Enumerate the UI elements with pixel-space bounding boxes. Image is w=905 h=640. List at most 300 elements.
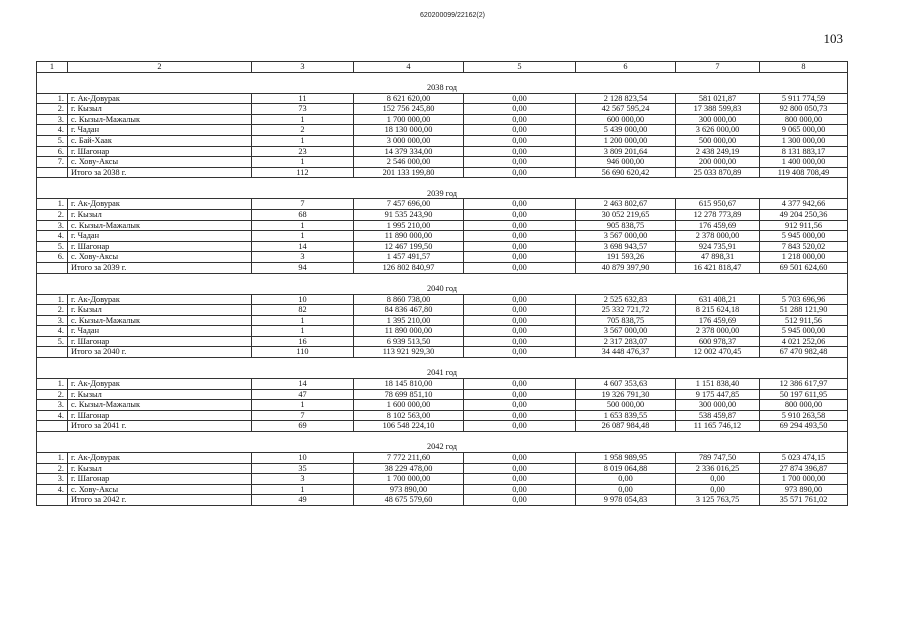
amount-cell: 3 626 000,00	[676, 125, 760, 136]
table-row	[37, 400, 848, 411]
settlement-name: г. Ак-Довурак	[68, 294, 252, 305]
total-value: 11 165 746,12	[676, 421, 760, 432]
amount-cell: 7 843 520,02	[760, 241, 848, 252]
amount-cell: 905 838,75	[576, 220, 676, 231]
column-number-header-row	[37, 62, 848, 73]
header-cell: 2	[68, 62, 252, 73]
amount-cell: 6 939 513,50	[354, 336, 464, 347]
spacer-cell	[37, 432, 848, 443]
amount-cell: 0,00	[464, 336, 576, 347]
row-number: 7.	[37, 157, 68, 168]
total-value: 110	[252, 347, 354, 358]
year-heading: 2040 год	[37, 284, 848, 295]
table-row	[37, 305, 848, 316]
row-number: 4.	[37, 231, 68, 242]
total-value: 0,00	[464, 495, 576, 506]
year-heading-row	[37, 284, 848, 295]
row-number: 4.	[37, 125, 68, 136]
amount-cell: 9 175 447,85	[676, 389, 760, 400]
amount-cell: 5 703 696,96	[760, 294, 848, 305]
table-row	[37, 389, 848, 400]
row-number: 3.	[37, 474, 68, 485]
settlement-name: с. Кызыл-Мажалык	[68, 315, 252, 326]
amount-cell: 973 890,00	[760, 484, 848, 495]
header-cell: 4	[354, 62, 464, 73]
amount-cell: 0,00	[464, 93, 576, 104]
row-number: 3.	[37, 220, 68, 231]
total-label: Итого за 2039 г.	[68, 262, 252, 273]
amount-cell: 8 860 738,00	[354, 294, 464, 305]
amount-cell: 0,00	[464, 389, 576, 400]
total-value: 126 802 840,97	[354, 262, 464, 273]
amount-cell: 91 535 243,90	[354, 209, 464, 220]
settlement-name: г. Чадан	[68, 231, 252, 242]
count-cell: 7	[252, 410, 354, 421]
year-heading-row	[37, 442, 848, 453]
count-cell: 3	[252, 252, 354, 263]
count-cell: 1	[252, 400, 354, 411]
amount-cell: 49 204 250,36	[760, 209, 848, 220]
count-cell: 47	[252, 389, 354, 400]
amount-cell: 0,00	[464, 209, 576, 220]
amount-cell: 2 336 016,25	[676, 463, 760, 474]
amount-cell: 0,00	[576, 474, 676, 485]
amount-cell: 51 288 121,90	[760, 305, 848, 316]
amount-cell: 50 197 611,95	[760, 389, 848, 400]
table-row	[37, 146, 848, 157]
amount-cell: 615 950,67	[676, 199, 760, 210]
settlement-name: г. Ак-Довурак	[68, 199, 252, 210]
row-number: 1.	[37, 453, 68, 464]
amount-cell: 2 546 000,00	[354, 157, 464, 168]
total-value: 106 548 224,10	[354, 421, 464, 432]
amount-cell: 705 838,75	[576, 315, 676, 326]
amount-cell: 0,00	[464, 400, 576, 411]
amount-cell: 0,00	[464, 294, 576, 305]
amount-cell: 3 698 943,57	[576, 241, 676, 252]
amount-cell: 5 910 263,58	[760, 410, 848, 421]
row-number: 1.	[37, 199, 68, 210]
amount-cell: 12 278 773,89	[676, 209, 760, 220]
amount-cell: 0,00	[464, 252, 576, 263]
table-row	[37, 231, 848, 242]
amount-cell: 0,00	[464, 146, 576, 157]
amount-cell: 3 000 000,00	[354, 135, 464, 146]
amount-cell: 500 000,00	[676, 135, 760, 146]
amount-cell: 2 128 823,54	[576, 93, 676, 104]
header-cell: 7	[676, 62, 760, 73]
amount-cell: 2 438 249,19	[676, 146, 760, 157]
amount-cell: 92 800 050,73	[760, 104, 848, 115]
amount-cell: 0,00	[464, 104, 576, 115]
amount-cell: 0,00	[464, 379, 576, 390]
amount-cell: 924 735,91	[676, 241, 760, 252]
amount-cell: 11 890 000,00	[354, 326, 464, 337]
row-number: 2.	[37, 463, 68, 474]
page-number: 103	[823, 31, 843, 46]
table-row	[37, 93, 848, 104]
settlement-name: г. Шагонар	[68, 146, 252, 157]
table-row	[37, 199, 848, 210]
settlement-name: г. Ак-Довурак	[68, 379, 252, 390]
amount-cell: 14 379 334,00	[354, 146, 464, 157]
table-row	[37, 125, 848, 136]
total-blank-cell	[37, 347, 68, 358]
count-cell: 1	[252, 326, 354, 337]
amount-cell: 27 874 396,87	[760, 463, 848, 474]
header-cell: 1	[37, 62, 68, 73]
section-spacer-row	[37, 72, 848, 83]
count-cell: 35	[252, 463, 354, 474]
amount-cell: 2 317 283,07	[576, 336, 676, 347]
total-blank-cell	[37, 495, 68, 506]
total-value: 0,00	[464, 167, 576, 178]
amount-cell: 1 700 000,00	[354, 474, 464, 485]
amount-cell: 0,00	[464, 463, 576, 474]
amount-cell: 18 145 810,00	[354, 379, 464, 390]
settlement-name: с. Кызыл-Мажалык	[68, 220, 252, 231]
table-row	[37, 104, 848, 115]
amount-cell: 3 567 000,00	[576, 326, 676, 337]
amount-cell: 152 756 245,80	[354, 104, 464, 115]
total-value: 113 921 929,30	[354, 347, 464, 358]
amount-cell: 30 052 219,65	[576, 209, 676, 220]
settlement-name: с. Бай-Хаак	[68, 135, 252, 146]
total-value: 16 421 818,47	[676, 262, 760, 273]
count-cell: 82	[252, 305, 354, 316]
count-cell: 1	[252, 135, 354, 146]
year-heading: 2041 год	[37, 368, 848, 379]
table-row	[37, 453, 848, 464]
settlement-name: с. Кызыл-Мажалык	[68, 114, 252, 125]
total-label: Итого за 2042 г.	[68, 495, 252, 506]
amount-cell: 1 700 000,00	[760, 474, 848, 485]
section-spacer-row	[37, 273, 848, 284]
total-value: 69 501 624,60	[760, 262, 848, 273]
amount-cell: 0,00	[464, 305, 576, 316]
amount-cell: 300 000,00	[676, 400, 760, 411]
amount-cell: 581 021,87	[676, 93, 760, 104]
amount-cell: 0,00	[464, 474, 576, 485]
total-value: 3 125 763,75	[676, 495, 760, 506]
table-row	[37, 157, 848, 168]
amount-cell: 0,00	[576, 484, 676, 495]
settlement-name: г. Кызыл	[68, 209, 252, 220]
total-value: 26 087 984,48	[576, 421, 676, 432]
settlement-name: г. Ак-Довурак	[68, 93, 252, 104]
row-number: 4.	[37, 484, 68, 495]
amount-cell: 631 408,21	[676, 294, 760, 305]
amount-cell: 538 459,87	[676, 410, 760, 421]
count-cell: 2	[252, 125, 354, 136]
total-value: 34 448 476,37	[576, 347, 676, 358]
count-cell: 16	[252, 336, 354, 347]
total-value: 40 879 397,90	[576, 262, 676, 273]
section-spacer-row	[37, 432, 848, 443]
table-row	[37, 315, 848, 326]
total-row	[37, 262, 848, 273]
total-value: 201 133 199,80	[354, 167, 464, 178]
row-number: 1.	[37, 93, 68, 104]
header-cell: 8	[760, 62, 848, 73]
settlement-name: г. Кызыл	[68, 305, 252, 316]
settlement-name: г. Шагонар	[68, 241, 252, 252]
total-row	[37, 495, 848, 506]
settlement-name: г. Ак-Довурак	[68, 453, 252, 464]
year-heading-row	[37, 368, 848, 379]
table-row	[37, 209, 848, 220]
amount-cell: 1 958 989,95	[576, 453, 676, 464]
amount-cell: 789 747,50	[676, 453, 760, 464]
data-table	[36, 61, 848, 506]
row-number: 3.	[37, 315, 68, 326]
count-cell: 3	[252, 474, 354, 485]
amount-cell: 5 023 474,15	[760, 453, 848, 464]
total-blank-cell	[37, 167, 68, 178]
amount-cell: 1 995 210,00	[354, 220, 464, 231]
section-spacer-row	[37, 358, 848, 369]
amount-cell: 4 021 252,06	[760, 336, 848, 347]
table-body	[37, 62, 848, 506]
total-value: 25 033 870,89	[676, 167, 760, 178]
amount-cell: 7 772 211,60	[354, 453, 464, 464]
amount-cell: 1 218 000,00	[760, 252, 848, 263]
amount-cell: 0,00	[676, 474, 760, 485]
settlement-name: с. Кызыл-Мажалык	[68, 400, 252, 411]
settlement-name: с. Хову-Аксы	[68, 157, 252, 168]
total-value: 112	[252, 167, 354, 178]
amount-cell: 38 229 478,00	[354, 463, 464, 474]
count-cell: 73	[252, 104, 354, 115]
total-value: 94	[252, 262, 354, 273]
amount-cell: 42 567 595,24	[576, 104, 676, 115]
amount-cell: 78 699 851,10	[354, 389, 464, 400]
amount-cell: 176 459,69	[676, 315, 760, 326]
settlement-name: г. Чадан	[68, 125, 252, 136]
total-value: 0,00	[464, 262, 576, 273]
table-row	[37, 241, 848, 252]
table-row	[37, 484, 848, 495]
total-value: 119 408 708,49	[760, 167, 848, 178]
amount-cell: 5 911 774,59	[760, 93, 848, 104]
settlement-name: г. Шагонар	[68, 410, 252, 421]
total-value: 56 690 620,42	[576, 167, 676, 178]
total-label: Итого за 2038 г.	[68, 167, 252, 178]
settlement-name: с. Хову-Аксы	[68, 484, 252, 495]
amount-cell: 800 000,00	[760, 114, 848, 125]
row-number: 1.	[37, 294, 68, 305]
total-row	[37, 347, 848, 358]
amount-cell: 1 395 210,00	[354, 315, 464, 326]
count-cell: 1	[252, 157, 354, 168]
amount-cell: 2 463 802,67	[576, 199, 676, 210]
count-cell: 10	[252, 453, 354, 464]
count-cell: 23	[252, 146, 354, 157]
total-value: 0,00	[464, 421, 576, 432]
table-row	[37, 294, 848, 305]
count-cell: 14	[252, 379, 354, 390]
table-row	[37, 220, 848, 231]
amount-cell: 0,00	[464, 135, 576, 146]
amount-cell: 2 378 000,00	[676, 326, 760, 337]
count-cell: 1	[252, 484, 354, 495]
amount-cell: 0,00	[464, 484, 576, 495]
row-number: 2.	[37, 209, 68, 220]
row-number: 2.	[37, 305, 68, 316]
count-cell: 14	[252, 241, 354, 252]
amount-cell: 9 065 000,00	[760, 125, 848, 136]
amount-cell: 0,00	[464, 199, 576, 210]
row-number: 5.	[37, 336, 68, 347]
amount-cell: 8 019 064,88	[576, 463, 676, 474]
total-blank-cell	[37, 262, 68, 273]
amount-cell: 0,00	[676, 484, 760, 495]
amount-cell: 8 102 563,00	[354, 410, 464, 421]
amount-cell: 946 000,00	[576, 157, 676, 168]
row-number: 4.	[37, 326, 68, 337]
row-number: 3.	[37, 400, 68, 411]
total-label: Итого за 2041 г.	[68, 421, 252, 432]
spacer-cell	[37, 72, 848, 83]
amount-cell: 2 378 000,00	[676, 231, 760, 242]
table-row	[37, 474, 848, 485]
amount-cell: 200 000,00	[676, 157, 760, 168]
count-cell: 1	[252, 220, 354, 231]
settlement-name: г. Чадан	[68, 326, 252, 337]
header-cell: 6	[576, 62, 676, 73]
section-spacer-row	[37, 178, 848, 189]
amount-cell: 0,00	[464, 410, 576, 421]
amount-cell: 25 332 721,72	[576, 305, 676, 316]
table-row	[37, 135, 848, 146]
amount-cell: 11 890 000,00	[354, 231, 464, 242]
count-cell: 1	[252, 114, 354, 125]
header-cell: 5	[464, 62, 576, 73]
total-row	[37, 421, 848, 432]
year-heading-row	[37, 188, 848, 199]
total-value: 69 294 493,50	[760, 421, 848, 432]
amount-cell: 18 130 000,00	[354, 125, 464, 136]
total-value: 12 002 470,45	[676, 347, 760, 358]
settlement-name: г. Шагонар	[68, 336, 252, 347]
amount-cell: 191 593,26	[576, 252, 676, 263]
count-cell: 68	[252, 209, 354, 220]
amount-cell: 47 898,31	[676, 252, 760, 263]
amount-cell: 1 200 000,00	[576, 135, 676, 146]
row-number: 4.	[37, 410, 68, 421]
amount-cell: 0,00	[464, 125, 576, 136]
total-value: 0,00	[464, 347, 576, 358]
amount-cell: 1 653 839,55	[576, 410, 676, 421]
total-blank-cell	[37, 421, 68, 432]
total-value: 49	[252, 495, 354, 506]
amount-cell: 8 621 620,00	[354, 93, 464, 104]
row-number: 1.	[37, 379, 68, 390]
settlement-name: с. Хову-Аксы	[68, 252, 252, 263]
amount-cell: 8 131 883,17	[760, 146, 848, 157]
table-row	[37, 463, 848, 474]
amount-cell: 4 377 942,66	[760, 199, 848, 210]
row-number: 2.	[37, 389, 68, 400]
spacer-cell	[37, 273, 848, 284]
total-value: 9 978 054,83	[576, 495, 676, 506]
amount-cell: 7 457 696,00	[354, 199, 464, 210]
amount-cell: 5 439 000,00	[576, 125, 676, 136]
amount-cell: 12 467 199,50	[354, 241, 464, 252]
amount-cell: 0,00	[464, 114, 576, 125]
amount-cell: 0,00	[464, 315, 576, 326]
amount-cell: 1 600 000,00	[354, 400, 464, 411]
spacer-cell	[37, 178, 848, 189]
year-heading: 2038 год	[37, 83, 848, 94]
amount-cell: 176 459,69	[676, 220, 760, 231]
amount-cell: 0,00	[464, 453, 576, 464]
amount-cell: 1 151 838,40	[676, 379, 760, 390]
amount-cell: 0,00	[464, 326, 576, 337]
count-cell: 1	[252, 231, 354, 242]
year-heading: 2042 год	[37, 442, 848, 453]
settlement-name: г. Кызыл	[68, 389, 252, 400]
row-number: 3.	[37, 114, 68, 125]
count-cell: 10	[252, 294, 354, 305]
row-number: 5.	[37, 135, 68, 146]
row-number: 2.	[37, 104, 68, 115]
amount-cell: 800 000,00	[760, 400, 848, 411]
amount-cell: 3 809 201,64	[576, 146, 676, 157]
table-row	[37, 379, 848, 390]
amount-cell: 17 388 599,83	[676, 104, 760, 115]
amount-cell: 5 945 000,00	[760, 326, 848, 337]
amount-cell: 2 525 632,83	[576, 294, 676, 305]
amount-cell: 500 000,00	[576, 400, 676, 411]
document-id: 620200099/22162(2)	[419, 12, 485, 19]
row-number: 6.	[37, 252, 68, 263]
count-cell: 11	[252, 93, 354, 104]
table-row	[37, 336, 848, 347]
amount-cell: 0,00	[464, 157, 576, 168]
amount-cell: 600 000,00	[576, 114, 676, 125]
amount-cell: 1 700 000,00	[354, 114, 464, 125]
amount-cell: 0,00	[464, 231, 576, 242]
amount-cell: 1 300 000,00	[760, 135, 848, 146]
row-number: 5.	[37, 241, 68, 252]
total-value: 69	[252, 421, 354, 432]
amount-cell: 300 000,00	[676, 114, 760, 125]
header-cell: 3	[252, 62, 354, 73]
total-value: 48 675 579,60	[354, 495, 464, 506]
amount-cell: 4 607 353,63	[576, 379, 676, 390]
table-row	[37, 410, 848, 421]
amount-cell: 12 386 617,97	[760, 379, 848, 390]
amount-cell: 512 911,56	[760, 315, 848, 326]
amount-cell: 600 978,37	[676, 336, 760, 347]
amount-cell: 8 215 624,18	[676, 305, 760, 316]
count-cell: 7	[252, 199, 354, 210]
amount-cell: 1 400 000,00	[760, 157, 848, 168]
table-row	[37, 114, 848, 125]
amount-cell: 84 836 467,80	[354, 305, 464, 316]
count-cell: 1	[252, 315, 354, 326]
table-row	[37, 326, 848, 337]
amount-cell: 912 911,56	[760, 220, 848, 231]
table-row	[37, 252, 848, 263]
row-number: 6.	[37, 146, 68, 157]
amount-cell: 973 890,00	[354, 484, 464, 495]
amount-cell: 19 326 791,30	[576, 389, 676, 400]
settlement-name: г. Кызыл	[68, 463, 252, 474]
spacer-cell	[37, 358, 848, 369]
settlement-name: г. Шагонар	[68, 474, 252, 485]
